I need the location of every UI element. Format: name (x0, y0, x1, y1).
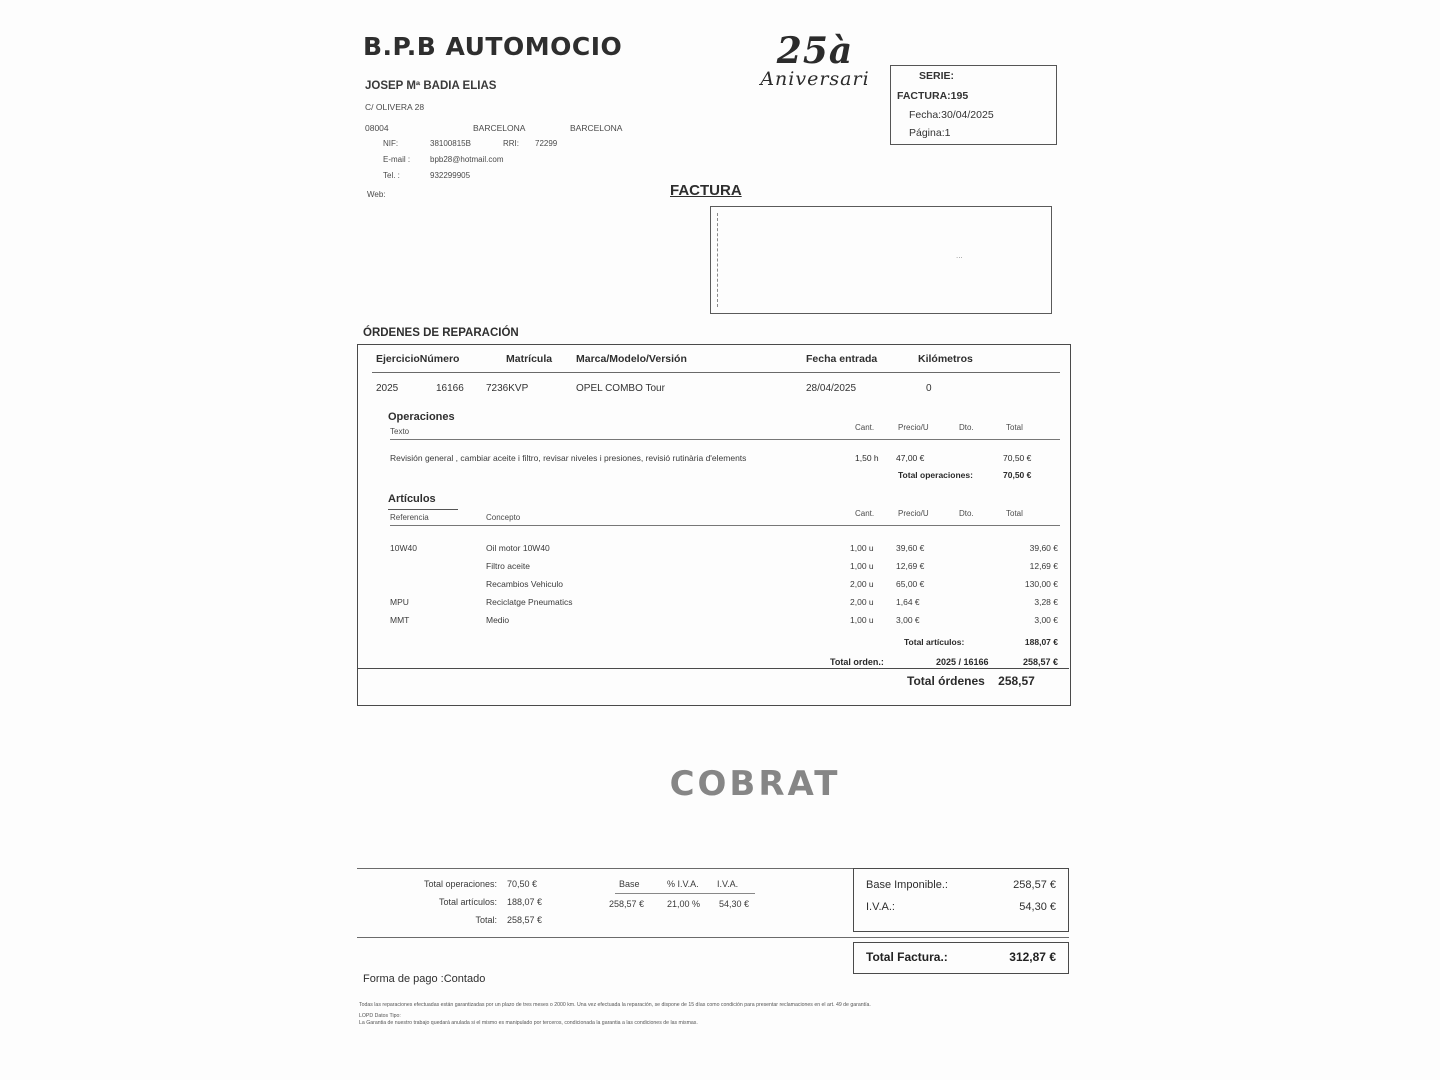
orders-grand-total-value: 258,57 (998, 674, 1035, 688)
orders-footer-divider (357, 668, 1069, 669)
art-col-referencia: Referencia (390, 513, 429, 522)
iva-row-pct: 21,00 % (667, 899, 701, 909)
total-value: 258,57 € (507, 915, 543, 925)
article-cant: 1,00 u (850, 615, 874, 625)
iva-row-iva: 54,30 € (719, 899, 750, 909)
total-factura-box (853, 942, 1069, 974)
order-kilometros: 0 (926, 383, 932, 394)
client-box-note: ... (956, 251, 963, 260)
legal-line-2: LOPD Datos Tipo: (359, 1012, 401, 1019)
web-label: Web: (367, 190, 386, 199)
iva-col-base: Base (619, 879, 640, 889)
art-col-concepto: Concepto (486, 513, 521, 522)
ops-col-cant: Cant. (855, 423, 875, 432)
articles-label-underline (388, 509, 458, 510)
tel-label: Tel. : (383, 171, 400, 180)
ops-row-total: 70,50 € (1003, 453, 1032, 463)
tel-value: 932299905 (430, 171, 471, 180)
company-postal-code: 08004 (365, 123, 389, 133)
article-total: 130,00 € (1024, 579, 1058, 589)
owner-name: JOSEP Mª BADIA ELIAS (365, 80, 497, 92)
art-col-dto: Dto. (959, 509, 974, 518)
article-total: 12,69 € (1029, 561, 1058, 571)
article-referencia: 10W40 (390, 543, 417, 553)
article-concepto: Medio (486, 615, 510, 625)
legal-line-1: Todas las reparaciones efectuadas están garantizadas por un plazo de tres meses o 2000 km. Una vez efectuada la reparación, se dispone de 15 días como condición para presentar reclamaciones en el art. 49 de garantía. (359, 1002, 871, 1008)
ops-row-texto: Revisión general , cambiar aceite i filtro, revisar niveles i presiones, revisió rutinària d'elements (390, 453, 747, 463)
art-col-cant: Cant. (855, 509, 875, 518)
rri-value: 72299 (535, 139, 558, 148)
company-city: BARCELONA (473, 123, 526, 133)
article-precio: 3,00 € (896, 615, 920, 625)
page-title: FACTURA (670, 182, 742, 199)
ops-total-value: 70,50 € (1003, 470, 1032, 480)
paid-stamp: COBRAT (669, 764, 841, 804)
article-precio: 39,60 € (896, 543, 925, 553)
iva-col-pct: % I.V.A. (667, 879, 699, 889)
anniversary-logo (720, 30, 910, 90)
rri-label: RRI: (503, 139, 519, 148)
article-referencia: MMT (390, 615, 410, 625)
article-total: 3,00 € (1034, 615, 1058, 625)
iva-row-base: 258,57 € (609, 899, 645, 909)
ops-row-cant: 1,50 h (855, 453, 879, 463)
base-imponible-value: 258,57 € (1013, 879, 1056, 891)
col-header-fecha-entrada: Fecha entrada (806, 353, 878, 365)
factura-page: Página:1 (909, 127, 951, 139)
total-articulos-value: 188,07 € (507, 897, 543, 907)
order-marca: OPEL COMBO Tour (576, 383, 665, 394)
art-col-total: Total (1006, 509, 1023, 518)
ops-col-dto: Dto. (959, 423, 974, 432)
orders-grand-total-label: Total órdenes (907, 674, 985, 688)
orders-header-divider (372, 372, 1060, 373)
anniversary-number: 25à (776, 30, 854, 72)
ops-col-texto: Texto (390, 427, 410, 436)
order-fecha-entrada: 28/04/2025 (806, 383, 857, 394)
company-address: C/ OLIVERA 28 (365, 102, 425, 112)
payment-method (363, 973, 485, 985)
nif-label: NIF: (383, 139, 399, 148)
client-address-box (710, 206, 1052, 314)
client-box-divider (717, 213, 718, 307)
article-referencia: MPU (390, 597, 409, 607)
base-imponible-box (853, 868, 1069, 932)
nif-value: 38100815B (430, 139, 471, 148)
order-total-label: Total orden.: (830, 657, 884, 667)
operations-section-label: Operaciones (388, 411, 455, 423)
ops-header-divider (390, 439, 1060, 440)
art-col-precio: Precio/U (898, 509, 929, 518)
article-concepto: Reciclatge Pneumatics (486, 597, 573, 607)
article-total: 3,28 € (1034, 597, 1058, 607)
base-imponible-label: Base Imponible.: (866, 879, 948, 891)
article-cant: 1,00 u (850, 543, 874, 553)
payment-method-value: Contado (443, 973, 486, 985)
article-concepto: Filtro aceite (486, 561, 530, 571)
col-header-marca: Marca/Modelo/Versión (576, 353, 687, 365)
factura-date: Fecha:30/04/2025 (909, 109, 994, 121)
iva-value: 54,30 € (1019, 901, 1056, 913)
company-name: B.P.B AUTOMOCIO (363, 32, 623, 61)
ops-row-precio: 47,00 € (896, 453, 925, 463)
articles-section-label: Artículos (388, 493, 436, 505)
ops-col-precio: Precio/U (898, 423, 929, 432)
ops-col-total: Total (1006, 423, 1023, 432)
art-header-divider (390, 525, 1060, 526)
total-articulos-label: Total artículos: (438, 897, 497, 907)
total-label: Total: (475, 915, 497, 925)
articles-total-label: Total artículos: (904, 637, 965, 647)
legal-notice (359, 1002, 1065, 1028)
factura-number: FACTURA:195 (897, 90, 969, 102)
orders-table (357, 344, 1071, 706)
iva-col-iva: I.V.A. (717, 879, 739, 889)
total-operaciones-value: 70,50 € (507, 879, 538, 889)
order-matricula: 7236KVP (486, 383, 529, 394)
article-cant: 2,00 u (850, 579, 874, 589)
article-total: 39,60 € (1029, 543, 1058, 553)
col-header-ejercicio-numero: EjercicioNúmero (376, 353, 460, 365)
article-precio: 12,69 € (896, 561, 925, 571)
serie-info-box (890, 65, 1057, 145)
article-precio: 65,00 € (896, 579, 925, 589)
company-province: BARCELONA (570, 123, 623, 133)
order-ejercicio: 2025 (376, 383, 399, 394)
total-factura-value: 312,87 € (1009, 950, 1056, 964)
invoice-scan (355, 10, 1075, 1050)
order-total-ref: 2025 / 16166 (936, 657, 989, 667)
order-total-value: 258,57 € (1022, 657, 1058, 667)
anniversary-word: Aniversari (760, 68, 870, 90)
orders-grand-total (907, 674, 1035, 688)
payment-method-label: Forma de pago : (363, 973, 444, 985)
total-factura-label: Total Factura.: (866, 950, 948, 964)
order-numero: 16166 (436, 383, 464, 394)
ops-total-label: Total operaciones: (898, 470, 973, 480)
article-cant: 2,00 u (850, 597, 874, 607)
total-operaciones-label: Total operaciones: (423, 879, 497, 889)
article-concepto: Recambios Vehiculo (486, 579, 564, 589)
legal-line-3: La Garantia de nuestro trabajo quedará anulada si el mismo es manipulado por terceros, condicionada la garantia a las condiciones de las mismas. (359, 1020, 698, 1027)
email-value: bpb28@hotmail.com (430, 155, 504, 164)
articles-total-value: 188,07 € (1024, 637, 1058, 647)
article-concepto: Oil motor 10W40 (486, 543, 550, 553)
col-header-kilometros: Kilómetros (918, 353, 973, 365)
serie-label: SERIE: (919, 70, 955, 82)
col-header-matricula: Matrícula (506, 353, 553, 365)
iva-label: I.V.A.: (866, 901, 895, 913)
iva-header-divider (615, 893, 755, 894)
orders-section-title: ÓRDENES DE REPARACIÓN (363, 327, 519, 339)
article-precio: 1,64 € (896, 597, 920, 607)
email-label: E-mail : (383, 155, 411, 164)
article-cant: 1,00 u (850, 561, 874, 571)
